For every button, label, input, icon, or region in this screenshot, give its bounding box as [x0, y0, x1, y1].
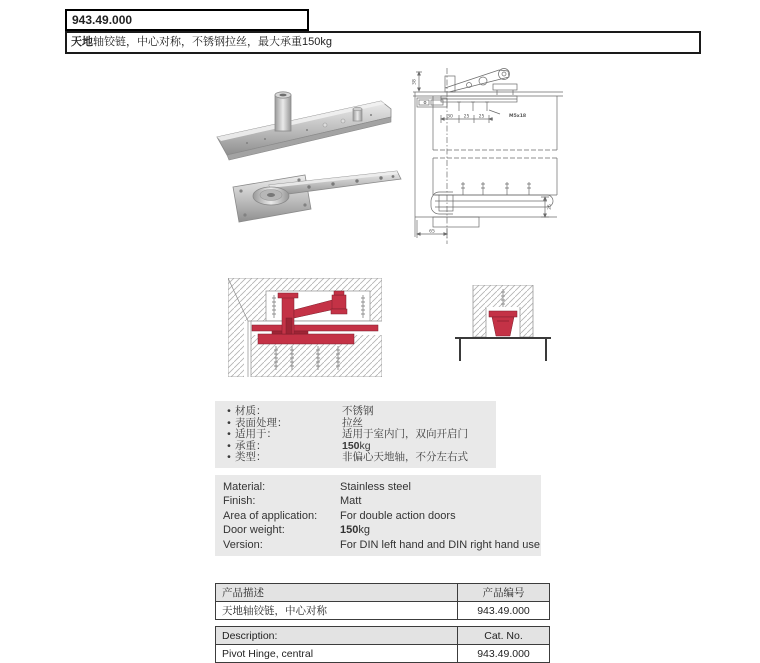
spec-row [223, 538, 541, 552]
track-screws [457, 102, 489, 111]
spec-label: Finish: [223, 495, 256, 508]
spec-row [223, 452, 496, 464]
table-row [216, 645, 550, 663]
spec-value: 拉丝 [342, 416, 363, 429]
spec-value: Stainless steel [340, 481, 411, 493]
col-header-cat-no: 产品编号 [458, 584, 550, 602]
dim-label-35: 35 [548, 204, 553, 210]
dim-label-25a: 25 [463, 114, 470, 120]
spec-value: For double action doors [340, 509, 456, 522]
spec-label: 类型： [235, 451, 267, 464]
bullet: • [227, 439, 231, 452]
spec-label: 承重： [235, 439, 267, 452]
photo-top-pivot-hinge [217, 92, 391, 160]
spec-value: 150kg [342, 439, 371, 452]
col-header-description: 产品描述 [216, 584, 458, 602]
dim-label-height: 38 [412, 79, 418, 85]
product-code-box [65, 9, 309, 31]
specs-en [215, 475, 541, 556]
spec-value: Matt [340, 495, 362, 508]
dim-label-25b: 25 [478, 114, 485, 120]
spec-row [223, 494, 541, 508]
installation-diagram-frame [228, 278, 382, 377]
col-header-cat-no: Cat. No. [458, 627, 550, 645]
cell-cat-no: 943.49.000 [458, 645, 550, 663]
spec-label: Area of application: [223, 509, 318, 522]
spec-label: Material: [223, 481, 266, 493]
bullet: • [227, 428, 231, 441]
bullet: • [227, 451, 231, 464]
product-title: 轴铰链，中心对称，不锈钢拉丝，最大承重150kg [93, 36, 332, 48]
product-table-en [215, 626, 550, 663]
spec-value: 适用于室内门，双向开启门 [342, 428, 468, 441]
bullet: • [227, 416, 231, 429]
col-header-description: Description: [216, 627, 458, 645]
table-row [216, 602, 550, 620]
product-photos [205, 63, 420, 240]
table-header-row [216, 584, 550, 602]
spec-label: 材质： [235, 405, 267, 417]
spec-label: 适用于： [235, 428, 277, 441]
table-header-row [216, 627, 550, 645]
spec-row [223, 509, 541, 523]
product-title-box [65, 31, 701, 54]
installation-diagram-floor [455, 285, 551, 363]
screw-size-label: M5x18 [509, 114, 527, 119]
specs-cn [215, 401, 496, 468]
spec-label: 表面处理： [235, 416, 288, 429]
floor-line [455, 338, 551, 361]
dim-label-30: 30 [447, 114, 453, 120]
product-code: 943.49.000 [72, 13, 133, 27]
spec-value: 不锈钢 [342, 405, 374, 417]
cell-description: Pivot Hinge, central [216, 645, 458, 663]
product-table-cn [215, 583, 550, 620]
bullet: • [227, 405, 231, 417]
spec-row [223, 480, 541, 494]
spec-label: Version: [223, 538, 263, 551]
spec-row [223, 523, 541, 537]
dimension-drawing [405, 62, 565, 252]
spec-value: 150kg [340, 524, 370, 537]
spec-label: Door weight: [223, 524, 285, 537]
photo-bottom-pivot-hinge [233, 171, 401, 222]
spec-value: For DIN left hand and DIN right hand use [340, 538, 540, 551]
spec-value: 非偏心天地轴，不分左右式 [342, 451, 468, 464]
cell-cat-no: 943.49.000 [458, 602, 550, 620]
product-title-bold: 天地 [71, 36, 93, 48]
dim-label-65: 65 [429, 229, 435, 235]
cell-description: 天地轴铰链，中心对称 [216, 602, 458, 620]
